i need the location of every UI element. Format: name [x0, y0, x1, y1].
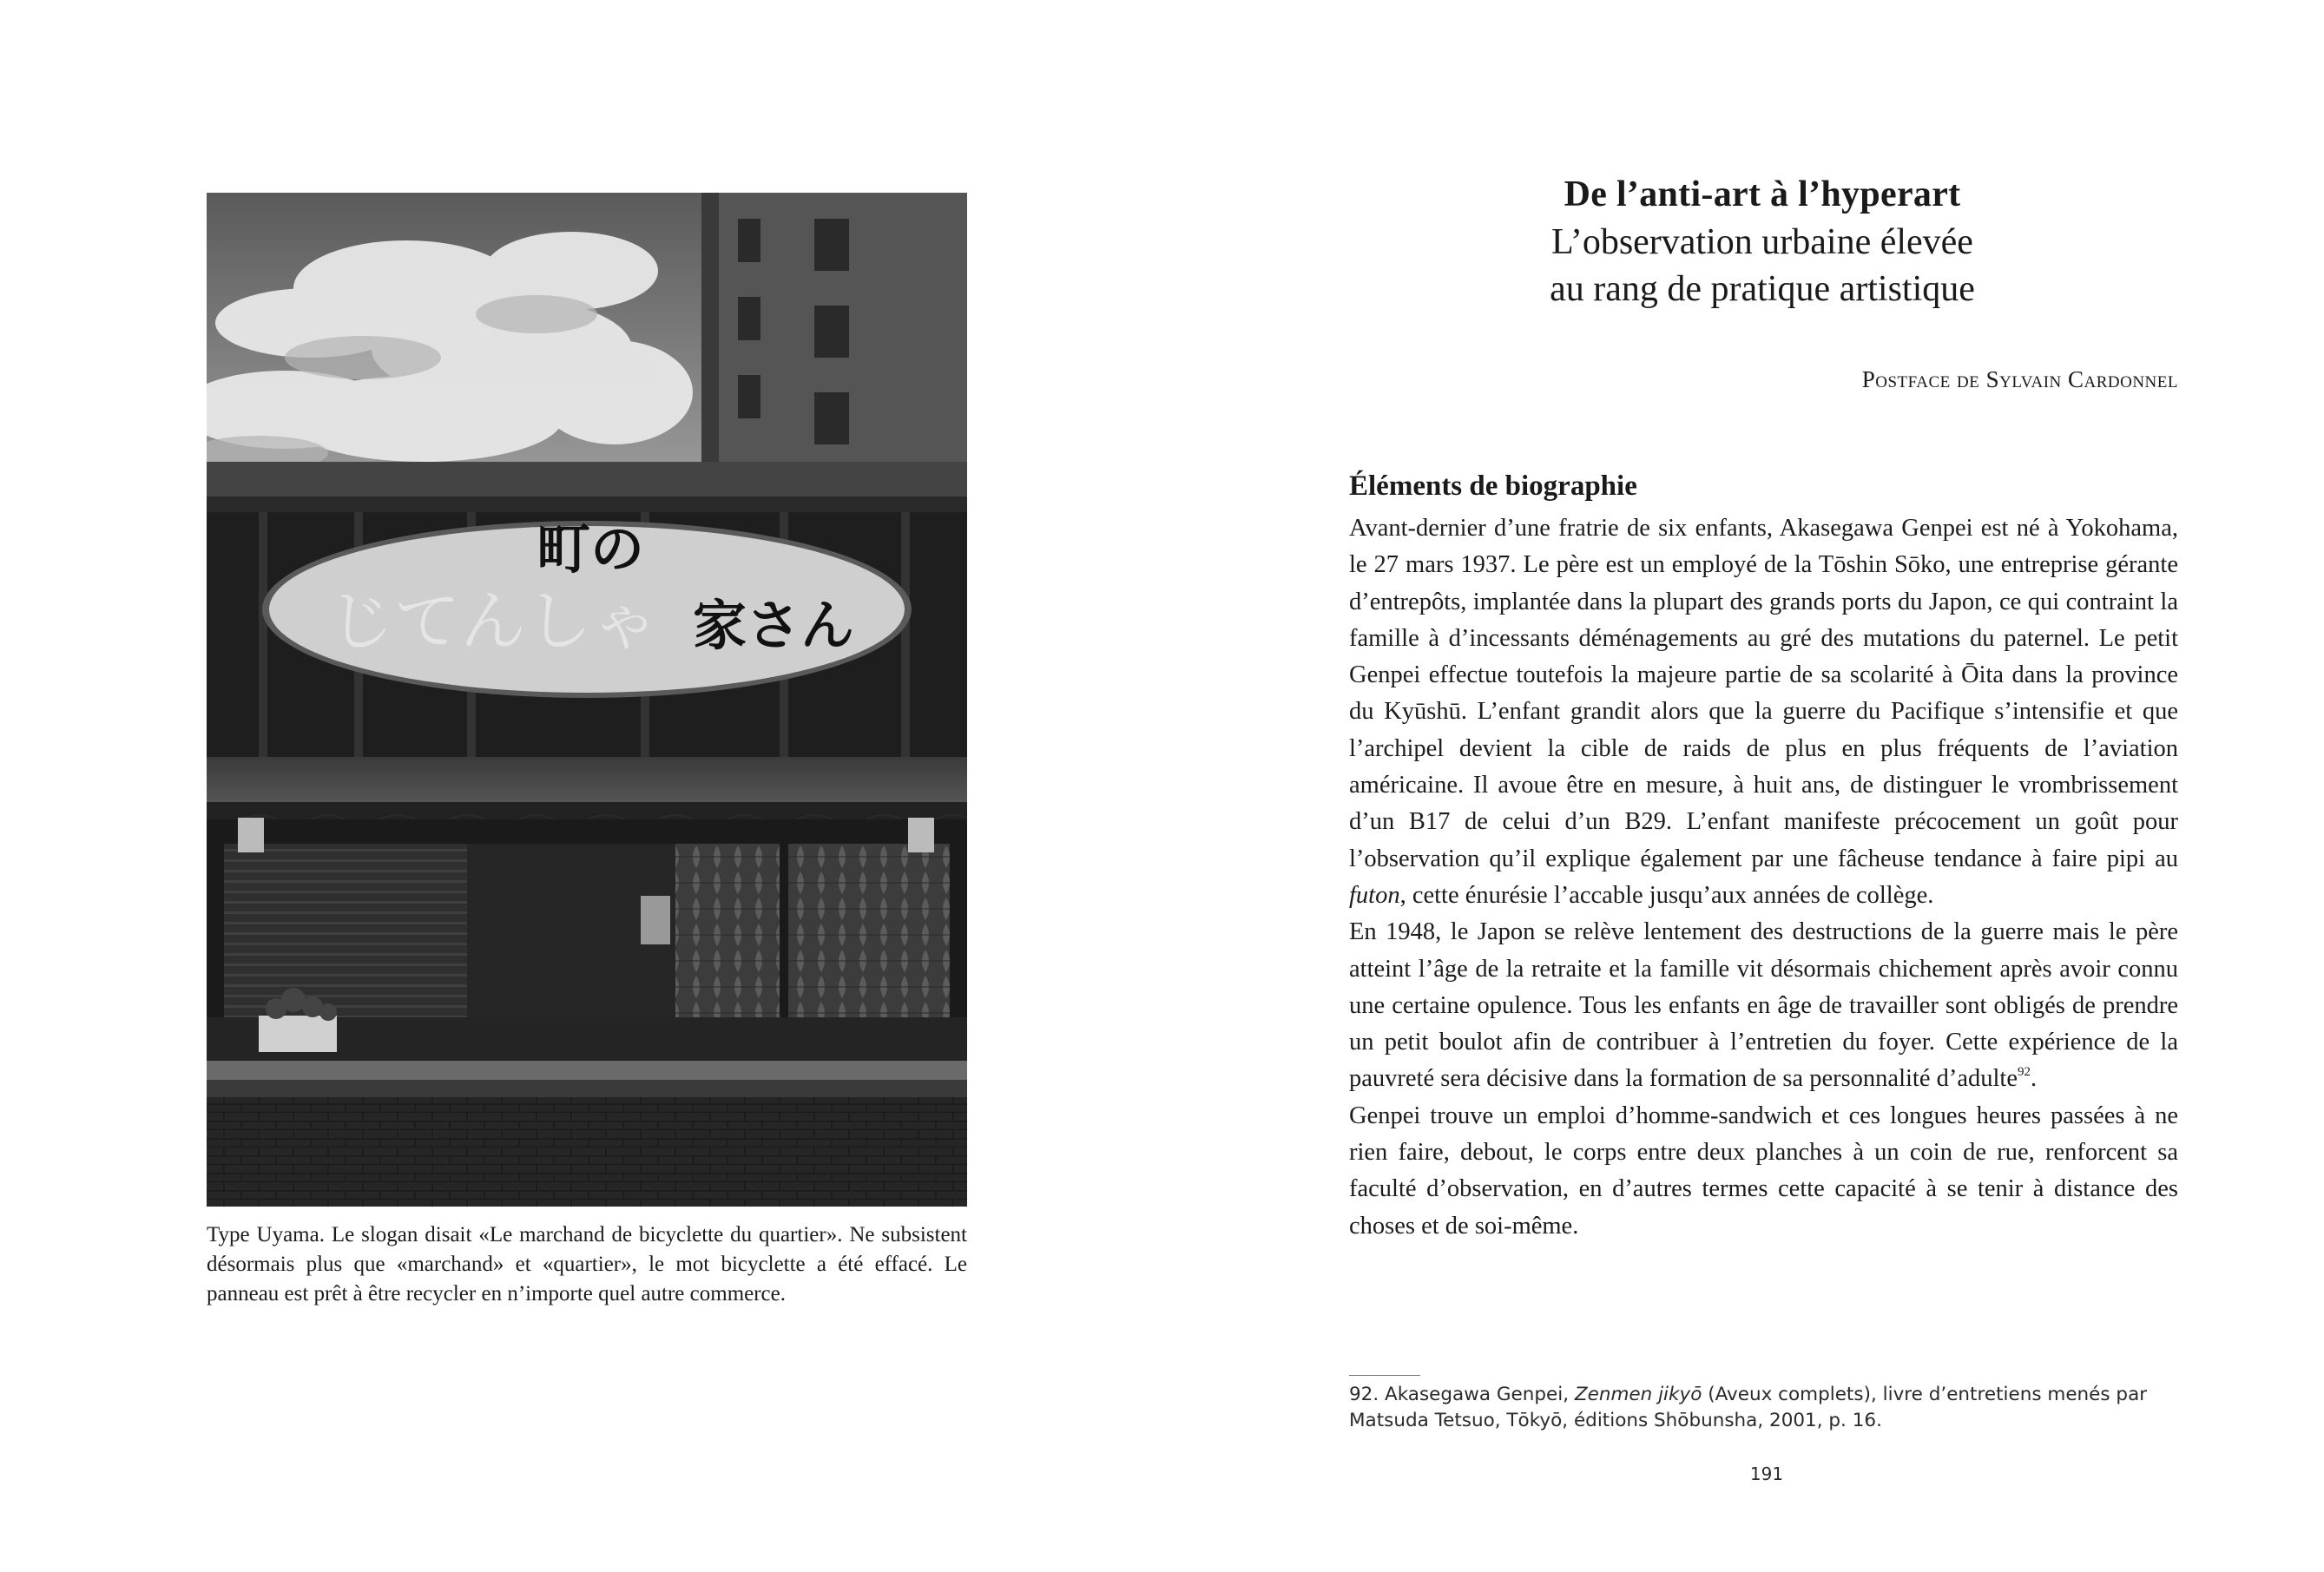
chapter-subtitle-line-2: au rang de pratique artistique: [1550, 269, 1975, 309]
paragraph-1: Avant-dernier d’une fratrie de six enfants, Akasegawa Genpei est né à Yokohama, le 27 mars 1937. Le père est un employé de la Tōshin Sōko, une entreprise gérante d’entrepôts, implantée dans la plupart des grands ports du Japon, ce qui contraint la famille à d’incessants déménagements au gré des mutations du paternel. Le petit Genpei effectue toutefois la majeure partie de sa scolarité à Ōita dans la province du Kyūshū. L’enfant grandit alors que la guerre du Pacifique s’intensifie et que l’archipel devient la cible de raids de plus en plus fréquents de l’aviation américaine. Il avoue être en mesure, à huit ans, de distinguer le vrombrissement d’un B17 de celui d’un B29. L’enfant manifeste précocement un goût pour l’observation qu’il explique également par une fâcheuse tendance à faire pipi au futon, cette énurésie l’accable jusqu’aux années de collège.: [1349, 515, 2178, 909]
sign-text-top: 町の: [537, 517, 645, 581]
sign-text-right: 家さん: [693, 594, 855, 657]
page-number: 191: [1749, 1463, 1784, 1484]
paragraph-3: Genpei trouve un emploi d’homme-sandwich et ces longues heures passées à ne rien faire, debout, le corps entre deux planches à un coin de rue, renforcent sa faculté d’observation, en d’autres termes cette capacité à se tenir à distance des choses et de soi-même.: [1349, 1102, 2178, 1240]
italic-term: futon: [1349, 881, 1400, 909]
chapter-title: De l’anti-art à l’hyperart: [1564, 174, 1961, 214]
author-line: Postface de Sylvain Cardonnel: [1861, 366, 2178, 392]
footnote-reference[interactable]: 92: [2018, 1065, 2031, 1080]
body-text: [1349, 510, 2178, 1245]
footnote-divider: [1349, 1375, 1420, 1376]
faded-sign-text: じてんしゃ: [328, 582, 658, 660]
footnote-italic-title: Zenmen jikyō: [1574, 1384, 1702, 1405]
chapter-subtitle-line-1: L’observation urbaine élevée: [1551, 222, 1973, 262]
section-heading: Éléments de biographie: [1349, 470, 1637, 502]
paragraph-2: En 1948, le Japon se relève lentement des destructions de la guerre mais le père atteint l’âge de la retraite et la famille vit désormais chichement après avoir connu une certaine opulence. Tous les enfants en âge de travailler sont obligés de prendre un petit boulot afin de contribuer à l’entretien du foyer. Cette expérience de la pauvreté sera décisive dans la formation de sa personnalité d’adulte$^{92}$.: [1349, 918, 2178, 1093]
photo-caption: Type Uyama. Le slogan disait «Le marchand de bicyclette du quartier». Ne subsistent désormais plus que «marchand» et «quartier», le mot bicyclette a été effacé. Le panneau est prêt à être recycler en n’importe quel autre commerce.: [207, 1223, 967, 1306]
street-photo: [207, 193, 967, 1207]
shop-sign-photo-illustration: [207, 193, 967, 1207]
footnote: 92. Akasegawa Genpei, Zenmen jikyō (Aveux complets), livre d’entretiens menés par Matsuda Tetsuo, Tōkyō, éditions Shōbunsha, 2001, p. 16.: [1349, 1384, 2148, 1431]
chapter-title-block: [1346, 170, 2179, 312]
